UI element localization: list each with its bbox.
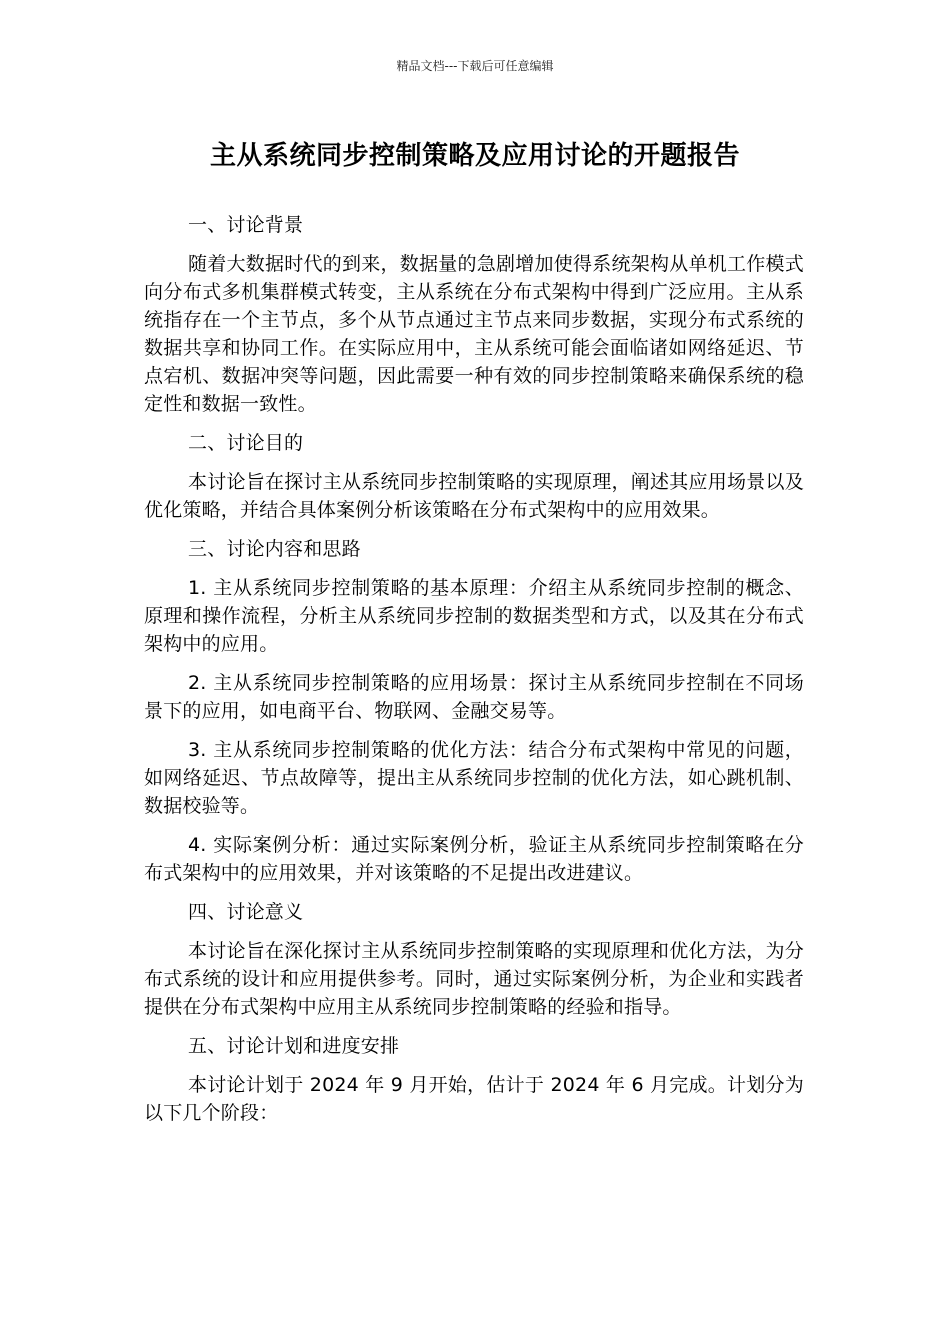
- section-heading-content: 三、讨论内容和思路: [188, 538, 361, 560]
- paragraph-content-item-2: 2. 主从系统同步控制策略的应用场景：探讨主从系统同步控制在不同场景下的应用，如电商平台、物联网、金融交易等。: [144, 672, 804, 722]
- paragraph-significance: 本讨论旨在深化探讨主从系统同步控制策略的实现原理和优化方法，为分布式系统的设计和应用提供参考。同时，通过实际案例分析，为企业和实践者提供在分布式架构中应用主从系统同步控制策略的经验和指导。: [144, 940, 804, 1018]
- header-banner: 精品文档---下载后可任意编辑: [396, 59, 554, 73]
- paragraph-schedule: 本讨论计划于 2024 年 9 月开始，估计于 2024 年 6 月完成。计划分为以下几个阶段：: [144, 1074, 804, 1124]
- paragraph-content-item-3: 3. 主从系统同步控制策略的优化方法：结合分布式架构中常见的问题，如网络延迟、节点故障等，提出主从系统同步控制的优化方法，如心跳机制、数据校验等。: [144, 739, 804, 817]
- paragraph-background: 随着大数据时代的到来，数据量的急剧增加使得系统架构从单机工作模式向分布式多机集群模式转变，主从系统在分布式架构中得到广泛应用。主从系统指存在一个主节点，多个从节点通过主节点来同步数据，实现分布式系统的数据共享和协同工作。在实际应用中，主从系统可能会面临诸如网络延迟、节点宕机、数据冲突等问题，因此需要一种有效的同步控制策略来确保系统的稳定性和数据一致性。: [144, 253, 804, 415]
- section-heading-significance: 四、讨论意义: [188, 901, 304, 923]
- section-heading-schedule: 五、讨论计划和进度安排: [188, 1035, 400, 1057]
- paragraph-content-item-4: 4. 实际案例分析：通过实际案例分析，验证主从系统同步控制策略在分布式架构中的应用效果，并对该策略的不足提出改进建议。: [144, 834, 804, 884]
- section-heading-purpose: 二、讨论目的: [188, 432, 304, 454]
- document-body: [144, 211, 804, 1138]
- document-title: 主从系统同步控制策略及应用讨论的开题报告: [209, 141, 740, 171]
- paragraph-purpose: 本讨论旨在探讨主从系统同步控制策略的实现原理，阐述其应用场景以及优化策略，并结合具体案例分析该策略在分布式架构中的应用效果。: [144, 471, 804, 521]
- paragraph-content-item-1: 1. 主从系统同步控制策略的基本原理：介绍主从系统同步控制的概念、原理和操作流程，分析主从系统同步控制的数据类型和方式，以及其在分布式架构中的应用。: [144, 577, 804, 655]
- section-heading-background: 一、讨论背景: [188, 214, 304, 236]
